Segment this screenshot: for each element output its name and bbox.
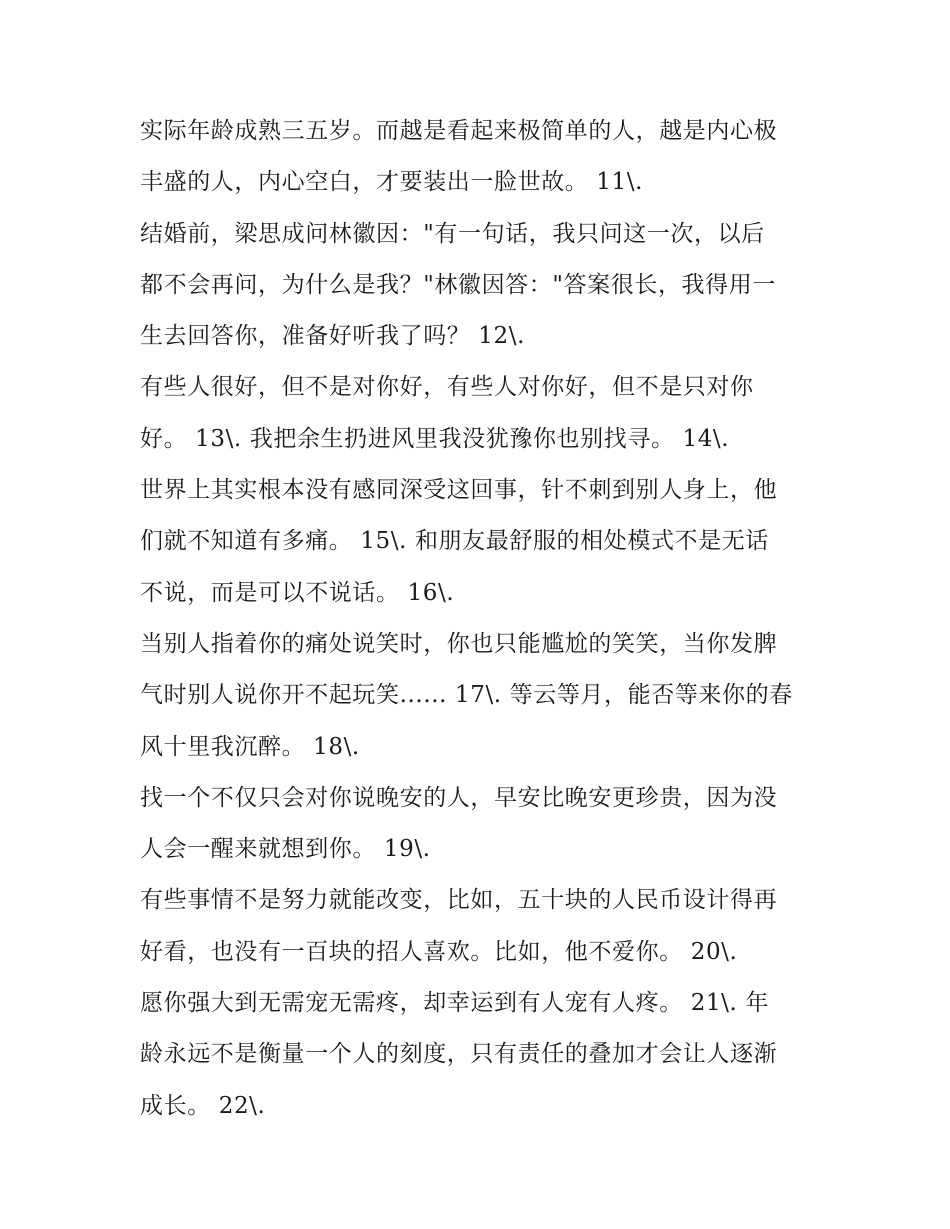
text-line: 丰盛的人，内心空白，才要装出一脸世故。 11\. <box>140 169 644 196</box>
text-line: 结婚前，梁思成问林徽因："有一句话，我只问这一次，以后 <box>140 220 765 247</box>
text-line: 人会一醒来就想到你。 19\. <box>140 836 431 863</box>
text-line: 世界上其实根本没有感同深受这回事，针不刺到别人身上，他 <box>140 477 778 504</box>
text-line: 都不会再问，为什么是我？"林徽因答："答案很长，我得用一 <box>140 271 776 298</box>
text-line: 好看，也没有一百块的招人喜欢。比如，他不爱你。 20\. <box>140 938 738 965</box>
text-line: 风十里我沉醉。 18\. <box>140 733 360 760</box>
text-line: 愿你强大到无需宠无需疼，却幸运到有人宠有人疼。 21\. 年 <box>140 990 769 1017</box>
text-line: 们就不知道有多痛。 15\. 和朋友最舒服的相处模式不是无话 <box>140 528 769 555</box>
text-line: 不说，而是可以不说话。 16\. <box>140 579 455 606</box>
text-line: 实际年龄成熟三五岁。而越是看起来极简单的人，越是内心极 <box>140 118 778 144</box>
text-line: 成长。 22\. <box>140 1092 266 1119</box>
text-line: 龄永远不是衡量一个人的刻度，只有责任的叠加才会让人逐渐 <box>140 1041 778 1068</box>
text-line: 有些事情不是努力就能改变，比如，五十块的人民币设计得再 <box>140 887 778 914</box>
text-line: 生去回答你，准备好听我了吗？ 12\. <box>140 323 526 350</box>
text-line: 找一个不仅只会对你说晚安的人，早安比晚安更珍贵，因为没 <box>140 784 778 811</box>
body-text <box>140 106 820 1132</box>
text-line: 当别人指着你的痛处说笑时，你也只能尴尬的笑笑，当你发脾 <box>140 630 778 657</box>
text-line: 气时别人说你开不起玩笑...... 17\. 等云等月，能否等来你的春 <box>140 682 793 709</box>
text-line: 好。 13\. 我把余生扔进风里我没犹豫你也别找寻。 14\. <box>140 425 730 452</box>
text-line: 有些人很好，但不是对你好，有些人对你好，但不是只对你 <box>140 374 754 401</box>
